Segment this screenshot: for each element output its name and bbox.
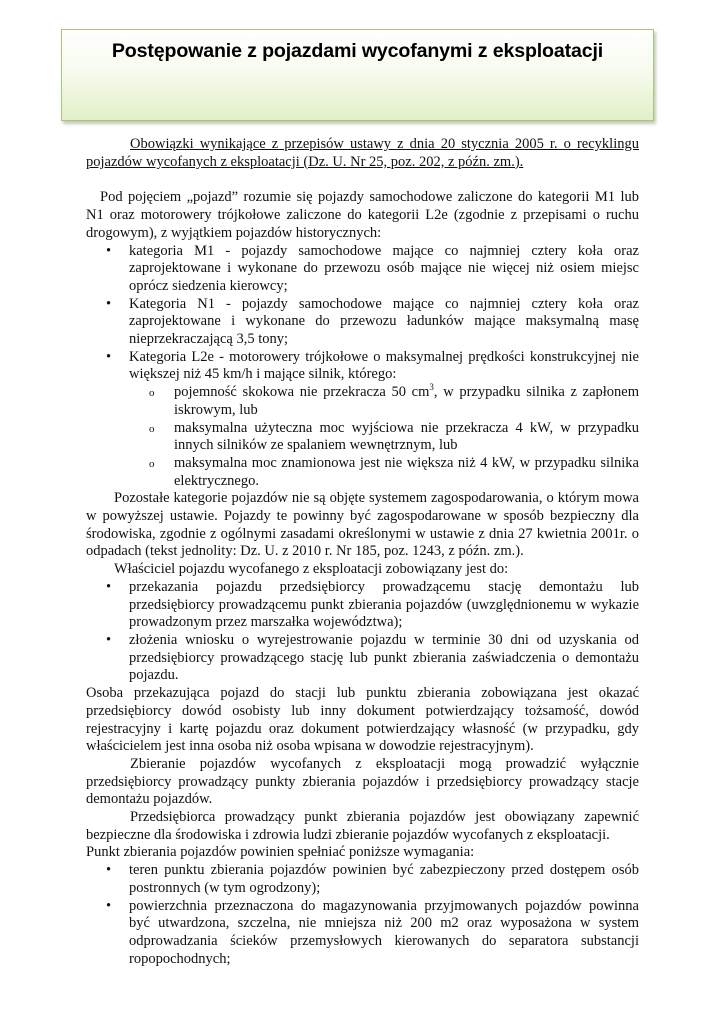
list-item	[86, 632, 639, 685]
vehicle-category-list	[86, 243, 639, 385]
list-item	[86, 579, 639, 632]
paragraph-collector-duty: Przedsiębiorca prowadzący punkt zbierania pojazdów jest obowiązany zapewnić bezpieczne dla środowiska i zdrowia ludzi zbieranie pojazdów wycofanych z eksploatacji.	[86, 809, 639, 843]
sublist-item	[86, 420, 639, 455]
list-item-text: przekazania pojazdu przedsiębiorcy prowadzącemu stację demontażu lub przedsiębiorcy prowadzącemu punkt zbierania pojazdów (uwzględnionemu w wykazie prowadzonym przez marszałka województwa);	[129, 578, 639, 631]
bullet-icon: •	[106, 295, 112, 312]
sublist-item-text: maksymalna użyteczna moc wyjściowa nie przekracza 4 kW, w przypadku innych silników ze spalaniem wewnętrznym, lub	[174, 419, 639, 454]
page-title: Postępowanie z pojazdami wycofanymi z eksploatacji	[111, 40, 604, 62]
list-item-text: złożenia wniosku o wyrejestrowanie pojazdu w terminie 30 dni od uzyskania od przedsiębiorcy prowadzącego stację lub punkt zbierania zaświadczenia o demontażu pojazdu.	[129, 631, 639, 684]
owner-obligations-list	[86, 579, 639, 685]
list-item-text: kategoria M1 - pojazdy samochodowe mające co najmniej cztery koła oraz zaprojektowane i wykonane do przewozu osób mające nie więcej niż osiem miejsc oprócz siedzenia kierowcy;	[129, 242, 639, 294]
sublist-item	[86, 384, 639, 419]
list-item-text: powierzchnia przeznaczona do magazynowania przyjmowanych pojazdów powinna być utwardzona, szczelna, nie mniejsza niż 200 m2 oraz wyposażona w system odprowadzania ścieków przemysłowych kierowanych do separatora substancji ropopochodnych;	[129, 897, 639, 967]
paragraph-collection-entities: Zbieranie pojazdów wycofanych z eksploatacji mogą prowadzić wyłącznie przedsiębiorcy prowadzący punkty zbierania pojazdów i przedsiębiorcy prowadzący stacje demontażu pojazdów.	[86, 755, 639, 808]
list-item-text: teren punktu zbierania pojazdów powinien być zabezpieczony przed dostępem osób postronnych (w tym ogrodzony);	[129, 862, 639, 896]
title-banner	[61, 29, 654, 121]
list-item	[86, 349, 639, 384]
bullet-icon: •	[106, 578, 112, 595]
bullet-icon: •	[106, 348, 112, 365]
bullet-icon: •	[106, 862, 112, 879]
paragraph-owner-obligations: Właściciel pojazdu wycofanego z eksploatacji zobowiązany jest do:	[114, 561, 509, 578]
paragraph-legal-basis: Obowiązki wynikające z przepisów ustawy z dnia 20 stycznia 2005 r. o recyklingu pojazdów wycofanych z eksploatacji (Dz. U. Nr 25, poz. 202, z późn. zm.).	[86, 136, 639, 170]
sublist-item-text: pojemność skokowa nie przekracza 50 cm	[174, 384, 430, 401]
list-item	[86, 296, 639, 349]
paragraph-requirements-intro: Punkt zbierania pojazdów powinien spełniać poniższe wymagania:	[86, 844, 475, 861]
list-item-text: Kategoria N1 - pojazdy samochodowe mające co najmniej cztery koła oraz zaprojektowane i wykonane do przewozu ładunków mające maksymalną masę nieprzekraczającą 3,5 tony;	[129, 295, 639, 348]
collection-point-requirements-list	[86, 862, 639, 968]
bullet-icon: •	[106, 631, 112, 648]
sublist-item-text-cont: , w przypadku silnika z zapłonem iskrowym, lub	[174, 384, 639, 418]
circle-bullet-icon: o	[149, 387, 155, 400]
bullet-icon: •	[106, 897, 112, 914]
sublist-item	[86, 455, 639, 490]
circle-bullet-icon: o	[149, 422, 155, 435]
engine-criteria-sublist	[86, 384, 639, 490]
list-item	[86, 898, 639, 969]
list-item-text: Kategoria L2e - motorowery trójkołowe o maksymalnej prędkości konstrukcyjnej nie większej niż 45 km/h i mające silnik, którego:	[129, 348, 639, 383]
paragraph-required-documents: Osoba przekazująca pojazd do stacji lub punktu zbierania zobowiązana jest okazać przedsiębiorcy dowód osobisty lub inny dokument potwierdzający tożsamość, dowód rejestracyjny i kartę pojazdu oraz dokument potwierdzający własność (w przypadku, gdy właścicielem jest inna osoba niż osoba wpisana w dowodzie rejestracyjnym).	[86, 685, 639, 755]
circle-bullet-icon: o	[149, 457, 155, 470]
paragraph-vehicle-definition: Pod pojęciem „pojazd” rozumie się pojazdy samochodowe zaliczone do kategorii M1 lub N1 oraz motorowery trójkołowe zaliczone do kategorii L2e (zgodnie z przepisami o ruchu drogowym), z wyjątkiem pojazdów historycznych:	[86, 189, 639, 241]
list-item	[86, 243, 639, 296]
document-body	[86, 136, 639, 968]
bullet-icon: •	[106, 242, 112, 259]
list-item	[86, 862, 639, 897]
paragraph-other-categories: Pozostałe kategorie pojazdów nie są objęte systemem zagospodarowania, o którym mowa w powyższej ustawie. Pojazdy te powinny być zagospodarowane w sposób bezpieczny dla środowiska, zgodnie z ogólnymi zasadami określonymi w ustawie z dnia 27 kwietnia 2001r. o odpadach (tekst jednolity: Dz. U. z 2010 r. Nr 185, poz. 1243, z późn. zm.).	[86, 490, 639, 560]
superscript: 3	[429, 382, 434, 393]
sublist-item-text: maksymalna moc znamionowa jest nie większa niż 4 kW, w przypadku silnika elektrycznego.	[174, 454, 639, 489]
